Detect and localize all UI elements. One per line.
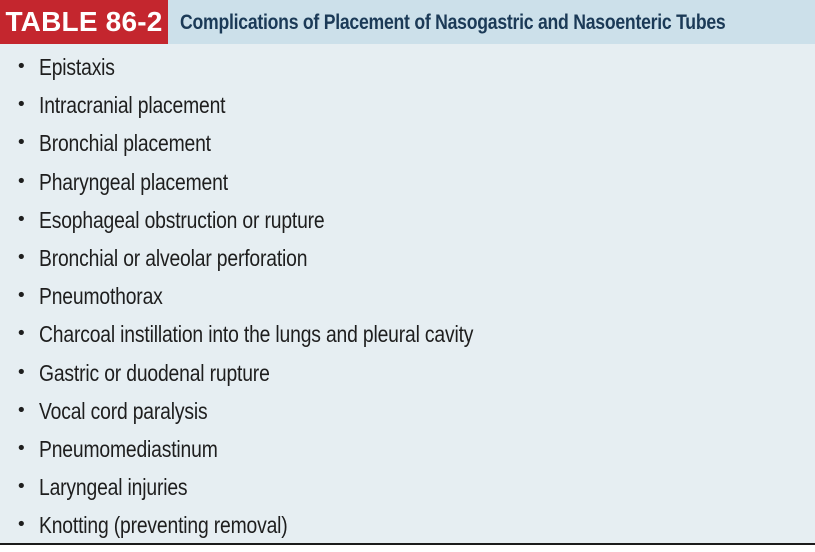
bullet-icon: • [16,514,27,536]
bullet-icon: • [16,246,27,268]
list-item-text: Pneumothorax [39,283,163,310]
list-item-text: Gastric or duodenal rupture [39,359,270,386]
bullet-icon: • [16,437,27,459]
list-item-text: Charcoal instillation into the lungs and pleural cavity [39,321,474,348]
table-number-label: TABLE 86-2 [0,0,168,44]
bullet-icon: • [16,94,27,116]
list-item-text: Laryngeal injuries [39,474,188,501]
list-item-text: Bronchial placement [39,130,211,157]
bullet-icon: • [16,285,27,307]
table-title: Complications of Placement of Nasogastric and Nasoenteric Tubes [180,11,726,34]
bullet-icon: • [16,476,27,498]
list-item-text: Epistaxis [39,54,115,80]
list-item-text: Intracranial placement [39,92,226,119]
bullet-icon: • [16,399,27,421]
list-item-text: Vocal cord paralysis [39,397,208,424]
bullet-icon: • [16,323,27,345]
list-item-text: Knotting (preventing removal) [39,512,288,539]
list-item-text: Esophageal obstruction or rupture [39,206,325,233]
table-header [0,0,815,44]
bullet-icon: • [16,170,27,192]
bottom-rule [0,543,815,545]
table-body [0,44,815,543]
list-item-text: Bronchial or alveolar perforation [39,244,308,271]
bullet-icon: • [16,56,27,77]
bullet-icon: • [16,208,27,230]
list-item-text: Pneumomediastinum [39,435,218,462]
bullet-icon: • [16,361,27,383]
list-item-text: Pharyngeal placement [39,168,228,195]
bullet-icon: • [16,132,27,154]
